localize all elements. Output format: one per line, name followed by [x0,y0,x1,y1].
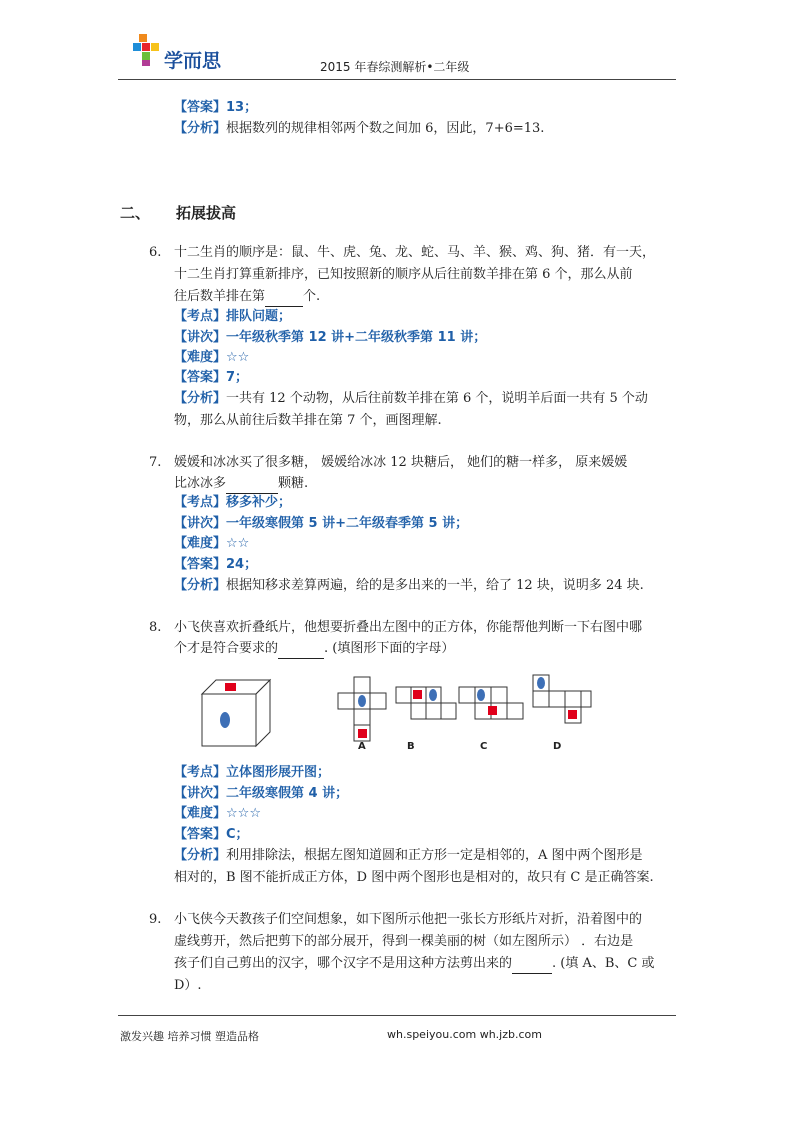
net-d-figure [532,674,592,724]
q6-blank [265,290,303,307]
q7-kaodian: 【考点】移多补少； [174,495,292,510]
red-square-icon [225,683,236,691]
net-a-figure [337,676,387,742]
q9-line3: 孩子们自己剪出的汉字，哪个汉字不是用这种方法剪出来的 . (填 A、B、C 或 [174,954,655,974]
q9-line4: D）. [174,978,202,993]
q9-line2: 虚线剪开，然后把剪下的部分展开，得到一棵美丽的树（如左图所示） ．右边是 [174,934,634,949]
net-a-label: A [358,741,366,752]
cube-figure [200,678,272,748]
q7-number: 7. [149,455,162,470]
header-divider [118,79,676,80]
page-header-title: 2015 年春综测解析•二年级 [320,60,470,74]
q9-blank [512,957,552,974]
prev-analysis: 【分析】根据数列的规律相邻两个数之间加 6，因此，7+6=13. [174,121,545,136]
footer-slogan: 激发兴趣 培养习惯 塑造品格 [120,1030,259,1043]
q6-jiangci: 【讲次】一年级秋季第 12 讲+二年级秋季第 11 讲； [174,330,487,345]
footer-urls: wh.speiyou.com wh.jzb.com [387,1028,542,1041]
q6-number: 6. [149,245,162,260]
footer-divider [118,1015,676,1016]
q8-jiangci: 【讲次】二年级寒假第 4 讲； [174,786,349,801]
prev-answer: 【答案】13； [174,100,258,115]
q7-fenxi-1: 【分析】根据知移求差算两遍，给的是多出来的一半，给了 12 块，说明多 24 块. [174,578,644,593]
q8-number: 8. [149,620,162,635]
q6-nandu: 【难度】☆☆ [174,350,250,365]
q7-nandu: 【难度】☆☆ [174,536,250,551]
q6-daan: 【答案】7； [174,370,249,385]
q6-line1: 十二生肖的顺序是：鼠、牛、虎、兔、龙、蛇、马、羊、猴、鸡、狗、猪．有一天， [174,245,656,260]
net-d-label: D [553,741,562,752]
net-c-figure [458,686,526,720]
q8-nandu: 【难度】☆☆☆ [174,806,261,821]
net-b-figure [395,686,459,720]
section-title: 拓展拔高 [176,204,237,222]
q7-line1: 媛媛和冰冰买了很多糖， 媛媛给冰冰 12 块糖后， 她们的糖一样多， 原来媛媛 [174,455,628,470]
q6-kaodian: 【考点】排队问题； [174,309,292,324]
q9-number: 9. [149,912,162,927]
section-number: 二、 [120,204,151,222]
q7-daan: 【答案】24； [174,557,258,572]
q8-fenxi-1: 【分析】利用排除法，根据左图知道圆和正方形一定是相邻的，A 图中两个图形是 [174,848,643,863]
logo-icon [133,34,163,68]
q7-line2: 比冰冰多 颗糖. [174,474,308,494]
q6-line2: 十二生肖打算重新排序，已知按照新的顺序从后往前数羊排在第 6 个，那么从前 [174,267,633,282]
q8-fenxi-2: 相对的，B 图不能折成正方体，D 图中两个图形也是相对的，故只有 C 是正确答案. [174,870,654,885]
q6-fenxi-2: 物，那么从前往后数羊排在第 7 个，画图理解. [174,413,442,428]
q7-jiangci: 【讲次】一年级寒假第 5 讲+二年级春季第 5 讲； [174,516,469,531]
q8-line1: 小飞侠喜欢折叠纸片，他想要折叠出左图中的正方体，你能帮他判断一下右图中哪 [174,620,643,635]
q7-blank [226,477,278,494]
q6-line3: 往后数羊排在第 个. [174,287,320,307]
q8-kaodian: 【考点】立体图形展开图； [174,765,331,780]
q6-fenxi-1: 【分析】一共有 12 个动物，从后往前数羊排在第 6 个，说明羊后面一共有 5 个动 [174,391,648,406]
q9-line1: 小飞侠今天教孩子们空间想象，如下图所示他把一张长方形纸片对折，沿着图中的 [174,912,643,927]
logo-text: 学而思 [164,50,222,72]
q8-daan: 【答案】C； [174,827,249,842]
net-b-label: B [407,741,415,752]
blue-circle-icon [220,712,230,728]
net-c-label: C [480,741,488,752]
q8-blank [278,642,324,659]
q8-line2: 个才是符合要求的 . (填图形下面的字母） [174,639,454,659]
